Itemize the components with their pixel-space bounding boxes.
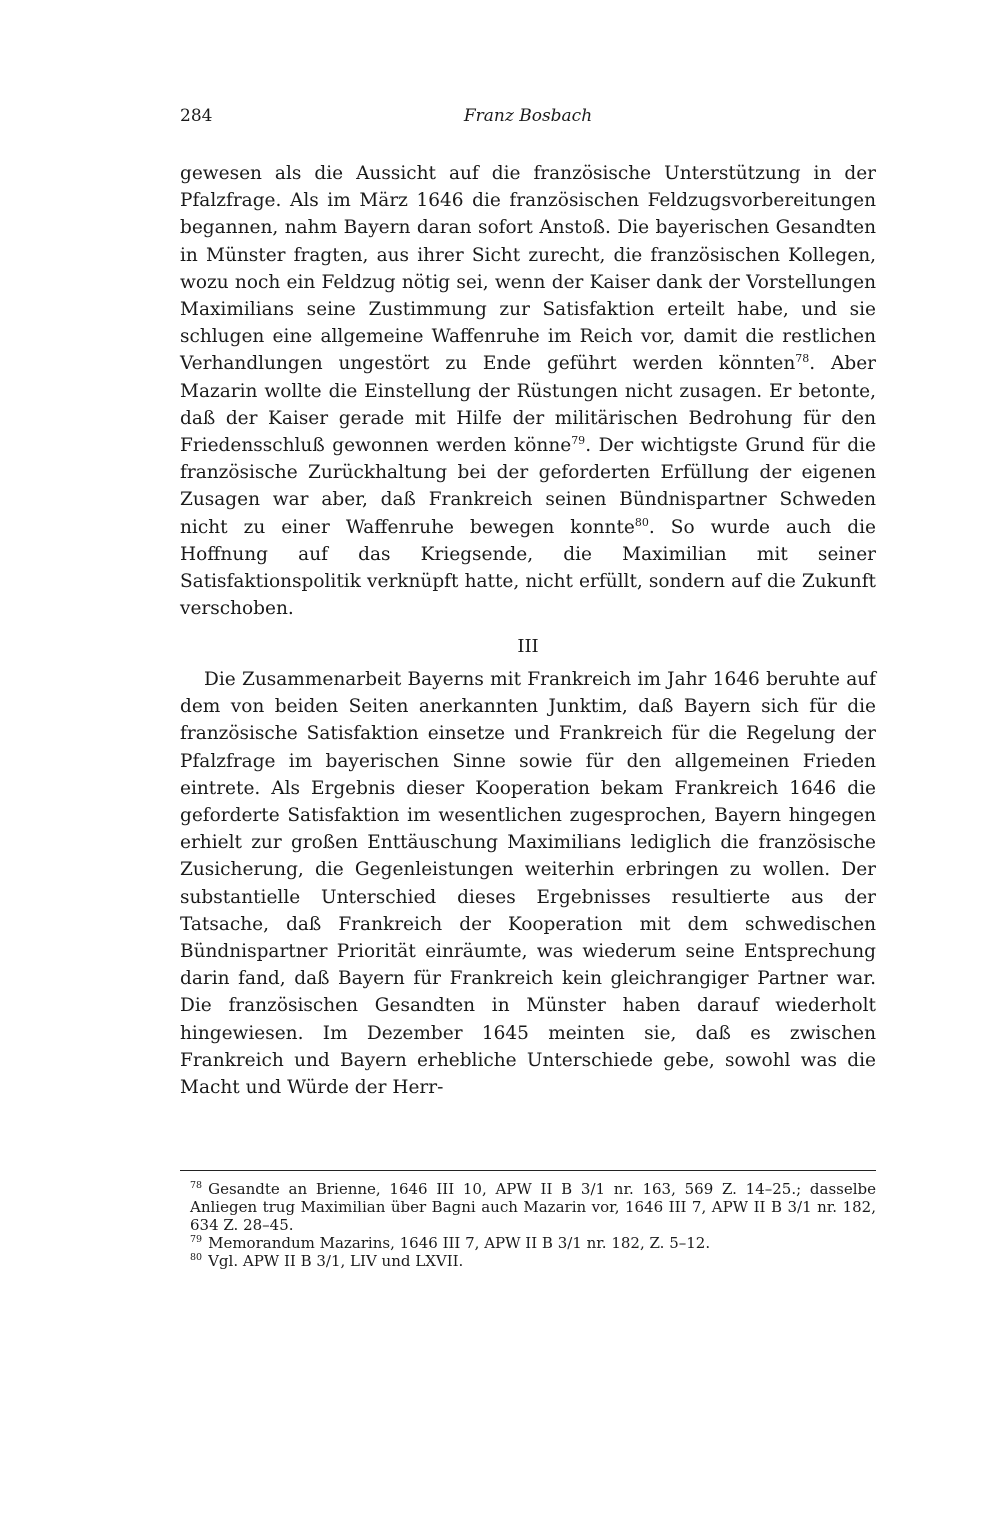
- page-header: [180, 106, 876, 134]
- footnote-mark: 79: [190, 1234, 203, 1245]
- paragraph-1-part-3: . Der wichtigste Grund für die französische Zurückhaltung bei der geforderten Erfüllung der eigenen Zusagen war aber, daß Frankreich seinen Bündnispartner Schweden nicht zu einer Waffenruhe bewegen konnte: [180, 435, 876, 538]
- footnote-text: Memorandum Mazarins, 1646 III 7, APW II B 3/1 nr. 182, Z. 5–12.: [208, 1234, 711, 1252]
- page-number: 284: [180, 106, 213, 126]
- footnote-79: [180, 1234, 876, 1252]
- footnote-divider: [180, 1170, 876, 1171]
- footnote-ref-79: 79: [571, 433, 586, 447]
- footnote-mark: 80: [190, 1252, 203, 1263]
- footnote-mark: 78: [190, 1180, 203, 1191]
- running-head: Franz Bosbach: [463, 106, 593, 126]
- paragraph-2: Die Zusammenarbeit Bayerns mit Frankreich im Jahr 1646 beruhte auf dem von beiden Seiten anerkannten Junktim, daß Bayern sich für die französische Satisfaktion einsetze und Frankreich für die Regelung der Pfalzfrage im bayerischen Sinne sowie für den allgemeinen Frieden eintrete. Als Ergebnis dieser Kooperation bekam Frankreich 1646 die geforderte Satisfaktion im wesentlichen zugesprochen, Bayern hingegen erhielt zur großen Enttäuschung Maximilians lediglich die französische Zusicherung, die Gegenleistungen weiterhin erbringen zu wollen. Der substantielle Unterschied dieses Ergebnisses resultierte aus der Tatsache, daß Frankreich der Kooperation mit dem schwedischen Bündnispartner Priorität einräumte, was wiederum seine Entsprechung darin fand, daß Bayern für Frankreich kein gleichrangiger Partner war. Die französischen Gesandten in Münster haben darauf wiederholt hingewiesen. Im Dezember 1645 meinten sie, daß es zwischen Frankreich und Bayern erhebliche Unterschiede gebe, sowohl was die Macht und Würde der Herr-: [180, 669, 876, 1099]
- footnote-ref-78: 78: [795, 352, 810, 366]
- footnote-ref-80: 80: [634, 515, 649, 529]
- paragraph-1-part-4: . So wurde auch die Hoffnung auf das Kriegsende, die Maximilian mit seiner Satisfaktionspolitik verknüpft hatte, nicht erfüllt, sondern auf die Zukunft verschoben.: [180, 516, 876, 620]
- footnote-text: Gesandte an Brienne, 1646 III 10, APW II B 3/1 nr. 163, 569 Z. 14–25.; dasselbe Anliegen trug Maximilian über Bagni auch Mazarin vor, 1646 III 7, APW II B 3/1 nr. 182, 634 Z. 28–45.: [190, 1180, 876, 1234]
- section-heading: III: [517, 636, 539, 657]
- footnote-text: Vgl. APW II B 3/1, LIV und LXVII.: [208, 1252, 464, 1270]
- footnote-78: [180, 1180, 876, 1234]
- footnotes: [180, 1180, 876, 1270]
- paragraph-1-part-2: . Aber Mazarin wollte die Einstellung der Rüstungen nicht zusagen. Er betonte, daß der Kaiser gerade mit Hilfe der militärischen Bedrohung für den Friedensschluß gewonnen werden könne: [180, 353, 876, 457]
- paragraph-1-part-1: gewesen als die Aussicht auf die französische Unterstützung in der Pfalzfrage. Als im März 1646 die französischen Feldzugsvorbereitungen begannen, nahm Bayern daran sofort Anstoß. Die bayerischen Gesandten in Münster fragten, aus ihrer Sicht zurecht, die französischen Kollegen, wozu noch ein Feldzug nötig sei, wenn der Kaiser dank der Vorstellungen Maximilians seine Zustimmung zur Satisfaktion erteilt habe, und sie schlugen eine allgemeine Waffenruhe im Reich vor, damit die restlichen Verhandlungen ungestört zu Ende geführt werden könnten: [180, 163, 876, 375]
- paragraph-1: [180, 160, 876, 622]
- footnote-80: [180, 1252, 876, 1270]
